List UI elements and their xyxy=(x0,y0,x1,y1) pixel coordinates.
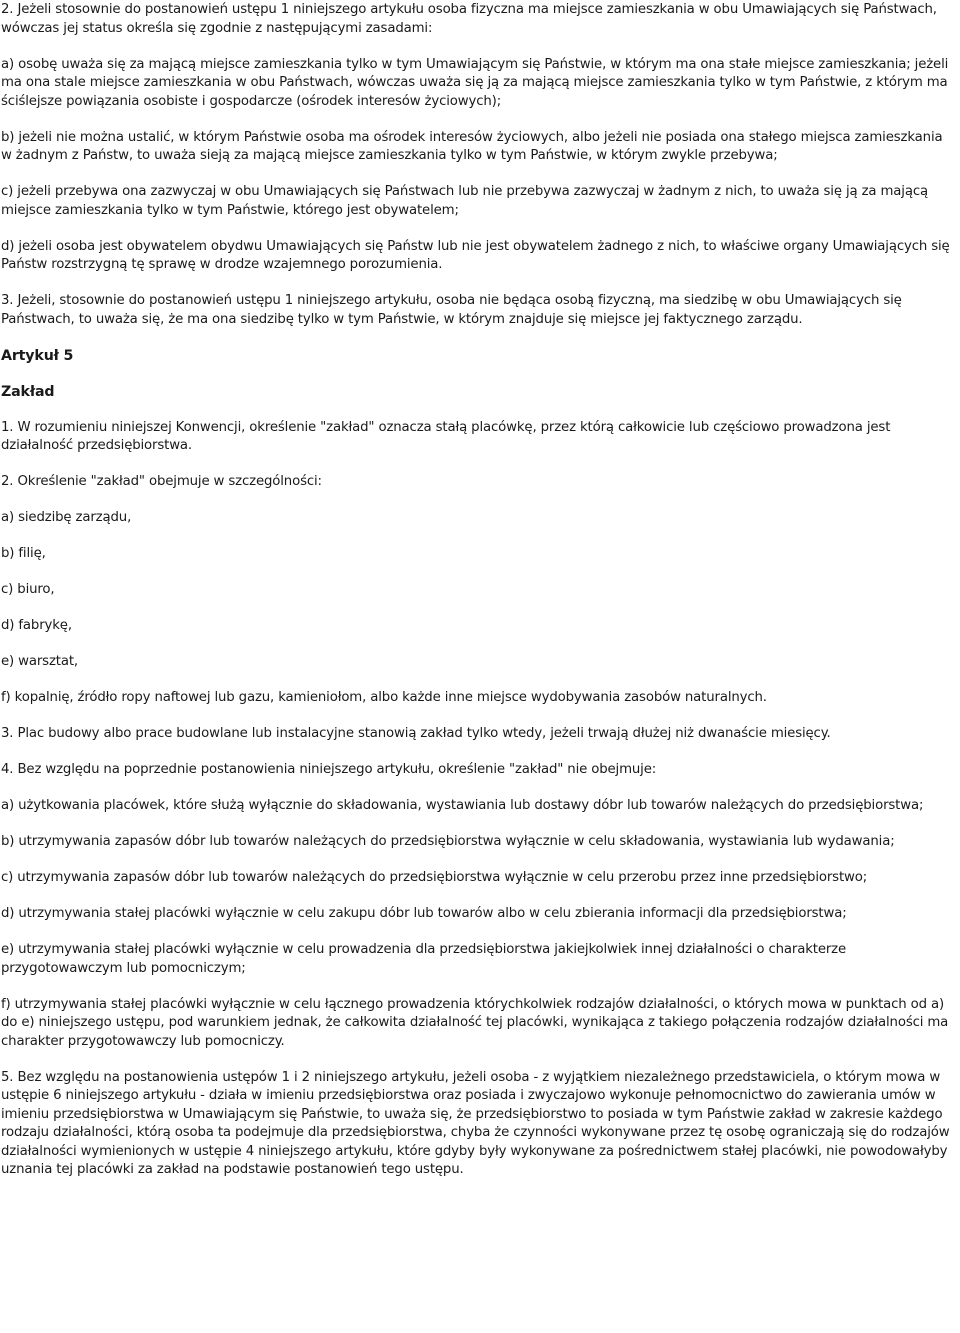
paragraph-2: 2. Jeżeli stosownie do postanowień ustępu 1 niniejszego artykułu osoba fizyczna ma miejsce zamieszkania w obu Umawiających się Państwach, wówczas jej status określa się zgodnie z następującymi zasadami: xyxy=(1,2,937,36)
paragraph-3: 3. Jeżeli, stosownie do postanowień ustępu 1 niniejszego artykułu, osoba nie będąca osobą fizyczną, ma siedzibę w obu Umawiających się Państwach, to uważa się, że ma ona siedzibę tylko w tym Państwie, w którym znajduje się miejsce jej faktycznego zarządu. xyxy=(1,293,902,327)
article5-paragraph-3: 3. Plac budowy albo prace budowlane lub instalacyjne stanowią zakład tylko wtedy, jeżeli trwają dłużej niż dwanaście miesięcy. xyxy=(1,726,831,741)
article5-item-2f: f) kopalnię, źródło ropy naftowej lub gazu, kamieniołom, albo każde inne miejsce wydobywania zasobów naturalnych. xyxy=(1,690,767,705)
article-title: Zakład xyxy=(1,383,55,400)
paragraph-2a: a) osobę uważa się za mającą miejsce zamieszkania tylko w tym Umawiającym się Państwie, w którym ma ona stałe miejsce zamieszkania; jeżeli ma ona stale miejsce zamieszkania w obu Państwach, wówczas uważa się ją za mającą miejsce zamieszkania tylko w tym Państwie, z którym ma ściślejsze powiązania osobiste i gospodarcze (ośrodek interesów życiowych); xyxy=(1,56,949,109)
article5-item-4a: a) użytkowania placówek, które służą wyłącznie do składowania, wystawiania lub dostawy dóbr lub towarów należących do przedsiębiorstwa; xyxy=(1,798,924,813)
article5-item-4c: c) utrzymywania zapasów dóbr lub towarów należących do przedsiębiorstwa wyłącznie w celu przerobu przez inne przedsiębiorstwo; xyxy=(1,870,868,885)
article5-paragraph-5: 5. Bez względu na postanowienia ustępów 1 i 2 niniejszego artykułu, jeżeli osoba - z wyjątkiem niezależnego przedstawiciela, o którym mowa w ustępie 6 niniejszego artykułu - działa w imieniu przedsiębiorstwa oraz posiada i zwyczajowo wykonuje pełnomocnictwo do zawierania umów w imieniu przedsiębiorstwa w Umawiającym się Państwie, to uważa się, że przedsiębiorstwo to posiada w tym Państwie zakład w zakresie każdego rodzaju działalności, którą osoba ta podejmuje dla przedsiębiorstwa, chyba że czynności wykonywane przez tę osobę ograniczają się do rodzajów działalności wymienionych w ustępie 4 niniejszego artykułu, które gdyby były wykonywane za pośrednictwem stałej placówki, nie powodowałyby uznania tej placówki za zakład na podstawie postanowień tego ustępu. xyxy=(1,1069,950,1177)
paragraph-2b: b) jeżeli nie można ustalić, w którym Państwie osoba ma ośrodek interesów życiowych, albo jeżeli nie posiada ona stałego miejsca zamieszkania w żadnym z Państw, to uważa sieją za mającą miejsce zamieszkania tylko w tym Państwie, w którym zwykle przebywa; xyxy=(1,129,943,163)
article5-item-2a: a) siedzibę zarządu, xyxy=(1,510,132,525)
paragraph-2c: c) jeżeli przebywa ona zazwyczaj w obu Umawiających się Państwach lub nie przebywa zazwyczaj w żadnym z nich, to uważa się ją za mającą miejsce zamieszkania tylko w tym Państwie, którego jest obywatelem; xyxy=(1,184,928,218)
article5-item-2e: e) warsztat, xyxy=(1,654,78,669)
article5-item-4f: f) utrzymywania stałej placówki wyłącznie w celu łącznego prowadzenia którychkolwiek rodzajów działalności, o których mowa w punktach od a) do e) niniejszego ustępu, pod warunkiem jednak, że całkowita działalność tej placówki, wynikająca z takiego połączenia rodzajów działalności ma charakter przygotowawczy lub pomocniczy. xyxy=(1,996,949,1049)
article5-item-4b: b) utrzymywania zapasów dóbr lub towarów należących do przedsiębiorstwa wyłącznie w celu składowania, wystawiania lub wydawania; xyxy=(1,834,895,849)
paragraph-2d: d) jeżeli osoba jest obywatelem obydwu Umawiających się Państw lub nie jest obywatelem żadnego z nich, to właściwe organy Umawiających się Państw rozstrzygną tę sprawę w drodze wzajemnego porozumienia. xyxy=(1,238,950,272)
article5-paragraph-1: 1. W rozumieniu niniejszej Konwencji, określenie "zakład" oznacza stałą placówkę, przez którą całkowicie lub częściowo prowadzona jest działalność przedsiębiorstwa. xyxy=(1,419,891,453)
article5-item-2b: b) filię, xyxy=(1,546,46,561)
article-heading: Artykuł 5 xyxy=(1,347,74,364)
article5-item-2d: d) fabrykę, xyxy=(1,618,72,633)
article5-item-4d: d) utrzymywania stałej placówki wyłącznie w celu zakupu dóbr lub towarów albo w celu zbierania informacji dla przedsiębiorstwa; xyxy=(1,906,847,921)
article5-item-4e: e) utrzymywania stałej placówki wyłącznie w celu prowadzenia dla przedsiębiorstwa jakiejkolwiek innej działalności o charakterze przygotowawczym lub pomocniczym; xyxy=(1,942,847,976)
article5-paragraph-4: 4. Bez względu na poprzednie postanowienia niniejszego artykułu, określenie "zakład" nie obejmuje: xyxy=(1,762,657,777)
article5-item-2c: c) biuro, xyxy=(1,582,55,597)
article5-paragraph-2: 2. Określenie "zakład" obejmuje w szczególności: xyxy=(1,474,322,489)
